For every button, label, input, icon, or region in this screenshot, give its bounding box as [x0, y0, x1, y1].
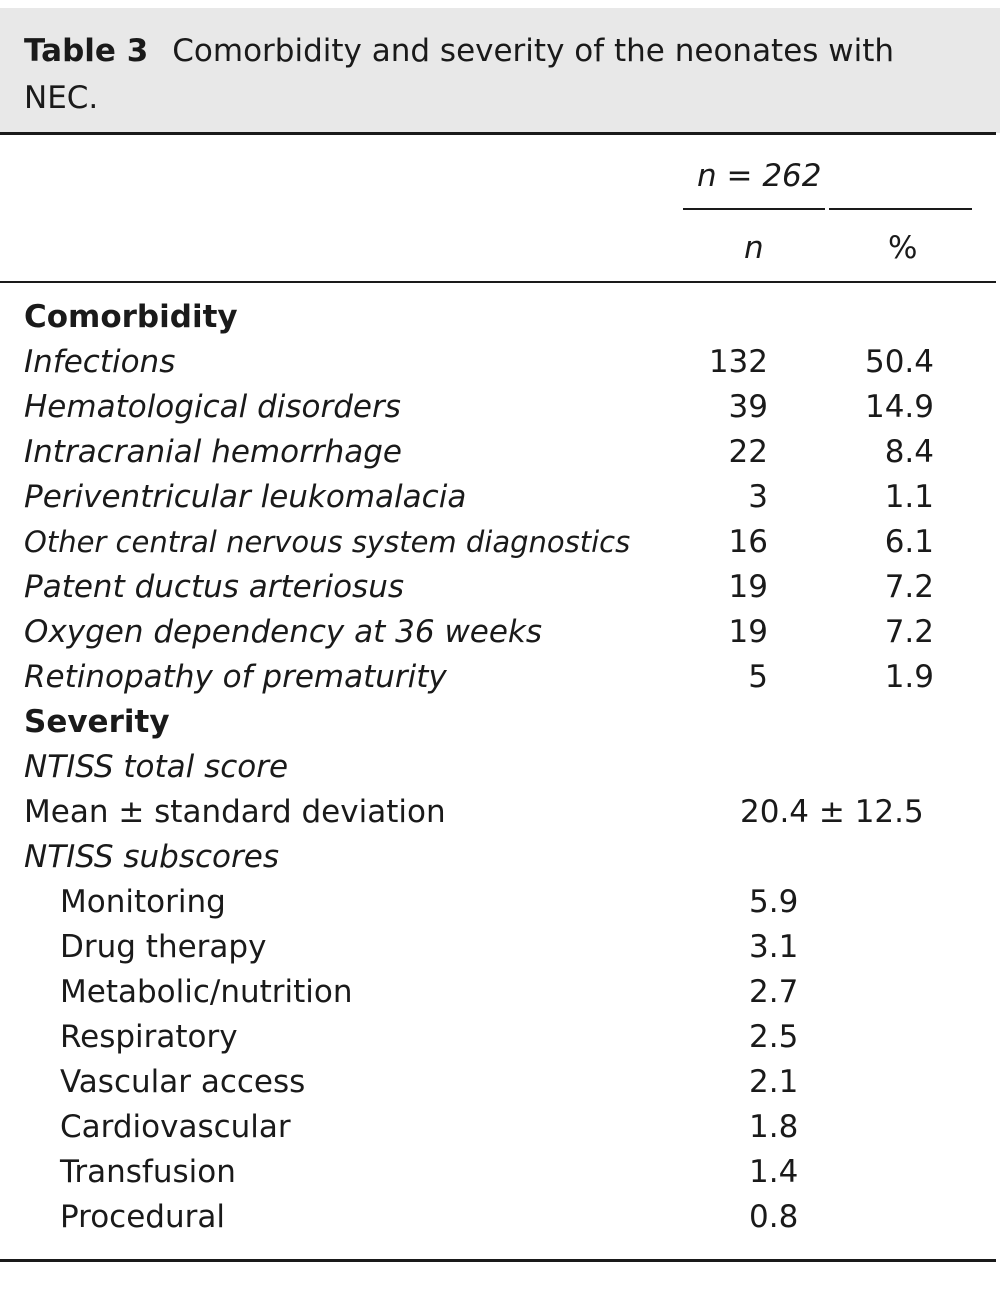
header-rule [0, 281, 996, 283]
row-label: Drug therapy [60, 929, 267, 965]
row-pct: 1.9 [884, 659, 934, 695]
row-label: Periventricular leukomalacia [24, 479, 467, 515]
row-label: Cardiovascular [60, 1109, 291, 1145]
row-label: Transfusion [60, 1154, 236, 1190]
row-label: Monitoring [60, 884, 226, 920]
row-value: 5.9 [749, 884, 799, 920]
row-label: NTISS total score [24, 749, 289, 785]
row-n: 5 [748, 659, 768, 695]
row-label: Patent ductus arteriosus [24, 569, 404, 605]
row-pct: 1.1 [884, 479, 934, 515]
row-value: 3.1 [749, 929, 799, 965]
row-n: 19 [728, 614, 768, 650]
row-pct: 6.1 [884, 524, 934, 560]
table-row [0, 1015, 1000, 1060]
row-pct: 14.9 [864, 389, 934, 425]
table-row [0, 565, 1000, 610]
row-label: Respiratory [60, 1019, 238, 1055]
table-row [0, 430, 1000, 475]
row-value: 2.5 [749, 1019, 799, 1055]
row-value: 2.1 [749, 1064, 799, 1100]
table-row [0, 655, 1000, 700]
header-col-n: n [744, 230, 764, 266]
header-n-total: n = 262 [697, 158, 822, 194]
row-n: 19 [728, 569, 768, 605]
section-severity [0, 700, 1000, 745]
caption-rule [0, 132, 996, 135]
row-n: 16 [728, 524, 768, 560]
table-row [0, 340, 1000, 385]
table-row [0, 520, 1000, 565]
header-rule-n [683, 208, 825, 210]
table-row [0, 1195, 1000, 1240]
row-label: Procedural [60, 1199, 225, 1235]
row-n: 3 [748, 479, 768, 515]
row-value: 1.8 [749, 1109, 799, 1145]
row-n: 22 [728, 434, 768, 470]
table-row [0, 1105, 1000, 1150]
mean-sd-value: 20.4 ± 12.5 [740, 794, 924, 830]
table-row [0, 745, 1000, 790]
row-value: 1.4 [749, 1154, 799, 1190]
table-row [0, 1060, 1000, 1105]
row-label: Vascular access [60, 1064, 306, 1100]
row-label: Metabolic/nutrition [60, 974, 353, 1010]
table-row [0, 1150, 1000, 1195]
table-row [0, 790, 1000, 835]
row-label: Other central nervous system diagnostics [24, 525, 631, 559]
table-row [0, 835, 1000, 880]
row-label: Infections [24, 344, 176, 380]
row-label: NTISS subscores [24, 839, 279, 875]
row-label: Intracranial hemorrhage [24, 434, 402, 470]
row-n: 132 [708, 344, 768, 380]
table-row [0, 610, 1000, 655]
table-row [0, 475, 1000, 520]
row-pct: 8.4 [884, 434, 934, 470]
section-title: Comorbidity [24, 299, 238, 335]
row-label: Mean ± standard deviation [24, 794, 446, 830]
caption-line-2: NEC. [24, 80, 99, 116]
header-rule-pct [829, 208, 972, 210]
section-comorbidity [0, 295, 1000, 340]
table-row [0, 970, 1000, 1015]
row-value: 0.8 [749, 1199, 799, 1235]
table-row [0, 385, 1000, 430]
table-caption [0, 8, 1000, 133]
section-title: Severity [24, 704, 170, 740]
row-value: 2.7 [749, 974, 799, 1010]
header-col-pct: % [888, 230, 918, 266]
bottom-rule [0, 1259, 996, 1262]
row-label: Oxygen dependency at 36 weeks [24, 614, 543, 650]
row-pct: 7.2 [884, 569, 934, 605]
table-row [0, 880, 1000, 925]
row-pct: 7.2 [884, 614, 934, 650]
caption-line-1: Comorbidity and severity of the neonates with [172, 33, 895, 69]
row-label: Hematological disorders [24, 389, 401, 425]
table-row [0, 925, 1000, 970]
row-label: Retinopathy of prematurity [24, 659, 447, 695]
table-number: Table 3 [24, 33, 149, 69]
row-n: 39 [728, 389, 768, 425]
row-pct: 50.4 [864, 344, 934, 380]
